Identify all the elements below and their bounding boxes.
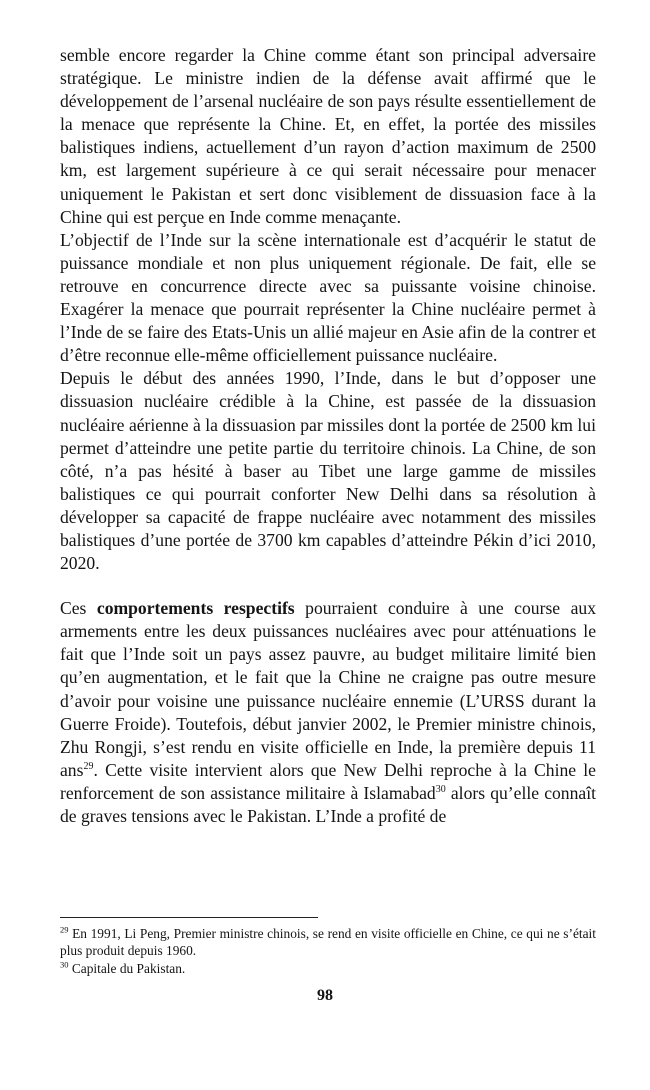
footnote-text: En 1991, Li Peng, Premier ministre chinois, se rend en visite officielle en Chine, ce qui ne s’était plus produit depuis 1960.: [60, 926, 596, 959]
paragraph-4-text-d: alors qu’elle connaît de graves tensions avec le Pakistan. L’Inde a profité de: [60, 782, 596, 826]
footnotes: [60, 925, 596, 977]
page-body: [60, 44, 596, 828]
paragraph-3: Depuis le début des années 1990, l’Inde, dans le but d’opposer une dissuasion nucléaire crédible à la Chine, est passée de la dissuasion nucléaire aérienne à la dissuasion par missiles dont la portée de 2500 km lui permet d’atteindre une petite partie du territoire chinois. La Chine, de son côté, n’a pas hésité à baser au Tibet une large gamme de missiles balistiques ce qui pourrait conforter New Delhi dans sa résolution à développer sa capacité de frappe nucléaire avec notamment des missiles balistiques d’une portée de 3700 km capables d’atteindre Pékin d’ici 2010, 2020.: [60, 368, 596, 574]
footnote-30: [60, 960, 596, 977]
footnote-ref-29: 29: [83, 760, 94, 772]
page-number: 98: [317, 987, 333, 1004]
paragraph-1: semble encore regarder la Chine comme étant son principal adversaire stratégique. Le ministre indien de la défense avait affirmé que le développement de l’arsenal nucléaire de son pays résulte essentiellement de la menace que représente la Chine. Et, en effet, la portée des missiles balistiques indiens, actuellement d’un rayon d’action maximum de 2500 km, est largement supérieure à ce qui serait nécessaire pour menacer uniquement le Pakistan et sert donc visiblement de dissuasion face à la Chine qui est perçue en Inde comme menaçante.: [60, 45, 596, 227]
paragraph-4-text-b: pourraient conduire à une course aux armements entre les deux puissances nucléaires avec pour atténuations le fait que l’Inde soit un pays assez pauvre, au budget militaire limité bien qu’en augmentation, et le fait que la Chine ne craigne pas outre mesure d’avoir pour voisine une puissance nucléaire ennemie (L’URSS durant la Guerre Froide). Toutefois, début janvier 2002, le Premier ministre chinois, Zhu Rongji, s’est rendu en visite officielle en Inde, la première depuis 11 ans: [60, 598, 596, 780]
footnote-divider: [60, 917, 318, 918]
paragraph-4-text-a: Ces: [60, 598, 97, 619]
paragraph-4-text-c: . Cette visite intervient alors que New Delhi reproche à la Chine le renforcement de son assistance militaire à Islamabad: [60, 759, 596, 803]
footnote-number: 30: [60, 959, 69, 970]
paragraph-4: [60, 597, 596, 828]
paragraph-4-bold-phrase: comportements respectifs: [96, 598, 295, 619]
footnote-ref-30: 30: [435, 784, 446, 796]
footnote-29: [60, 925, 596, 960]
footnote-number: 29: [60, 924, 69, 935]
footnote-text: Capitale du Pakistan.: [68, 960, 186, 976]
paragraph-2: L’objectif de l’Inde sur la scène internationale est d’acquérir le statut de puissance mondiale et non plus uniquement régionale. De fait, elle se retrouve en concurrence directe avec sa puissante voisine chinoise. Exagérer la menace que pourrait représenter la Chine nucléaire permet à l’Inde de se faire des Etats-Unis un allié majeur en Asie afin de la contrer et d’être reconnue elle-même officiellement puissance nucléaire.: [60, 229, 596, 366]
